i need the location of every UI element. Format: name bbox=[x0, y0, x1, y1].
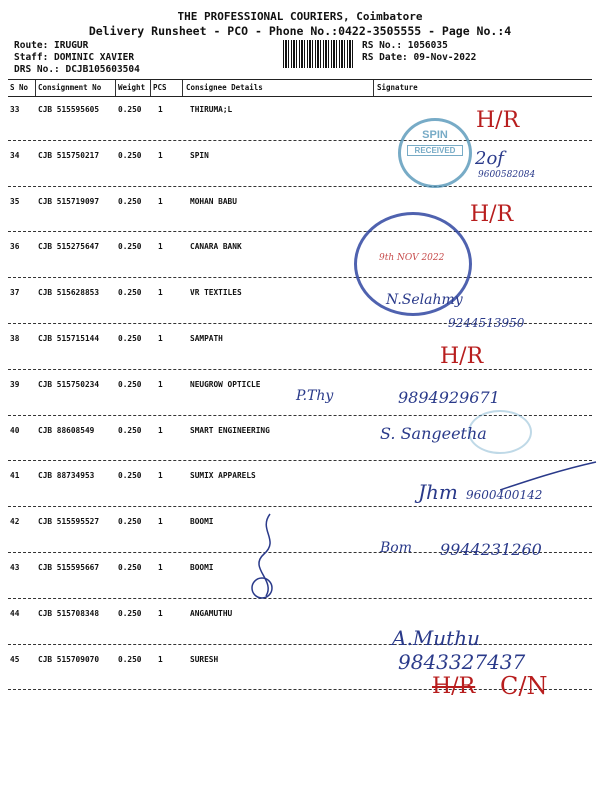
cell-pcs: 1 bbox=[158, 150, 163, 160]
cell-pcs: 1 bbox=[158, 608, 163, 618]
spin-received-stamp bbox=[398, 118, 472, 188]
cell-consignee: BOOMI bbox=[190, 563, 214, 572]
staff-label: Staff: DOMINIC XAVIER bbox=[14, 52, 135, 63]
cn-note-45: C/N bbox=[500, 672, 548, 700]
cell-consignee: CANARA BANK bbox=[190, 242, 242, 252]
row-divider bbox=[8, 277, 592, 278]
cell-consignment-no: CJB 515750234 bbox=[38, 379, 100, 389]
cell-weight: 0.250 bbox=[118, 242, 142, 252]
phone-42: 9944231260 bbox=[440, 540, 542, 559]
cell-pcs: 1 bbox=[158, 654, 163, 664]
cell-sno: 33 bbox=[10, 105, 20, 114]
cell-pcs: 1 bbox=[158, 334, 163, 343]
cell-consignment-no: CJB 515628853 bbox=[38, 288, 100, 298]
cell-pcs: 1 bbox=[158, 563, 163, 572]
phone-34: 9600582084 bbox=[478, 170, 536, 180]
cell-consignment-no: CJB 515595605 bbox=[38, 105, 100, 114]
cell-consignment-no: CJB 515275647 bbox=[38, 242, 100, 252]
row-divider bbox=[8, 140, 592, 141]
cell-sno: 35 bbox=[10, 196, 20, 206]
row-divider bbox=[8, 598, 592, 599]
signature-41: Jhm bbox=[418, 480, 458, 504]
runsheet-subtitle: Delivery Runsheet - PCO - Phone No.:0422-3505555 - Page No.:4 bbox=[88, 24, 512, 38]
cell-pcs: 1 bbox=[158, 196, 163, 206]
cell-weight: 0.250 bbox=[118, 150, 142, 160]
cell-sno: 43 bbox=[10, 563, 20, 572]
cell-sno: 41 bbox=[10, 471, 20, 481]
stamp-spin-text: SPIN bbox=[422, 129, 448, 141]
cell-consignment-no: CJB 88734953 bbox=[38, 471, 95, 481]
cell-sno: 44 bbox=[10, 608, 20, 618]
cell-consignee: SAMPATH bbox=[190, 334, 223, 343]
cell-consignee: ANGAMUTHU bbox=[190, 608, 233, 618]
cell-consignment-no: CJB 515595527 bbox=[38, 517, 100, 527]
cell-consignment-no: CJB 515708348 bbox=[38, 608, 100, 618]
cell-consignment-no: CJB 515750217 bbox=[38, 150, 100, 160]
phone-39: 9894929671 bbox=[398, 388, 500, 407]
cell-consignee: MOHAN BABU bbox=[190, 196, 237, 206]
route-label: Route: IRUGUR bbox=[14, 40, 89, 51]
phone-41: 9600400142 bbox=[466, 488, 543, 502]
cell-pcs: 1 bbox=[158, 105, 163, 114]
cell-consignment-no: CJB 515709070 bbox=[38, 654, 100, 664]
cell-pcs: 1 bbox=[158, 242, 163, 252]
cell-weight: 0.250 bbox=[118, 105, 142, 114]
cell-weight: 0.250 bbox=[118, 471, 142, 481]
col-sno: S No bbox=[10, 83, 29, 92]
cell-consignee: BOOMI bbox=[190, 517, 214, 527]
cell-weight: 0.250 bbox=[118, 425, 142, 435]
drs-number: DRS No.: DCJB105603504 bbox=[14, 64, 140, 75]
col-weight: Weight bbox=[118, 83, 146, 92]
row-divider bbox=[8, 186, 592, 187]
cell-sno: 39 bbox=[10, 379, 20, 389]
cell-consignment-no: CJB 88608549 bbox=[38, 425, 95, 435]
handwritten-hr-35: H/R bbox=[470, 202, 514, 227]
cell-weight: 0.250 bbox=[118, 196, 142, 206]
cell-pcs: 1 bbox=[158, 471, 163, 481]
scribble-marks bbox=[240, 510, 300, 610]
cell-pcs: 1 bbox=[158, 425, 163, 435]
rs-number: RS No.: 1056035 bbox=[362, 40, 448, 51]
company-title: THE PROFESSIONAL COURIERS, Coimbatore bbox=[177, 10, 423, 23]
handwritten-hr-33: H/R bbox=[476, 108, 520, 133]
cell-weight: 0.250 bbox=[118, 608, 142, 618]
cell-consignment-no: CJB 515595667 bbox=[38, 563, 100, 572]
pen-stroke bbox=[500, 460, 600, 500]
cell-consignee: SPIN bbox=[190, 150, 209, 160]
cell-pcs: 1 bbox=[158, 517, 163, 527]
signature-34: 2of bbox=[475, 148, 504, 169]
cell-sno: 45 bbox=[10, 654, 20, 664]
struck-hr-45: H/R bbox=[432, 674, 476, 699]
stamp-received-text: RECEIVED bbox=[407, 145, 463, 156]
cell-weight: 0.250 bbox=[118, 334, 142, 343]
signature-39: P.Thy bbox=[296, 388, 334, 404]
cell-consignee: SMART ENGINEERING bbox=[190, 425, 270, 435]
cell-sno: 42 bbox=[10, 517, 20, 527]
col-consignment: Consignment No bbox=[38, 83, 102, 92]
cell-weight: 0.250 bbox=[118, 288, 142, 298]
col-consignee: Consignee Details bbox=[186, 83, 263, 92]
signature-40: S. Sangeetha bbox=[380, 424, 487, 443]
cell-pcs: 1 bbox=[158, 288, 163, 298]
stamp-date-text: 9th NOV 2022 bbox=[379, 253, 445, 263]
signature-42: Bom bbox=[380, 540, 412, 556]
row-divider bbox=[8, 231, 592, 232]
phone-37: 9244513950 bbox=[448, 316, 525, 330]
cell-sno: 34 bbox=[10, 150, 20, 160]
cell-sno: 36 bbox=[10, 242, 20, 252]
signature-37: N.Selahmy bbox=[386, 292, 463, 308]
cell-consignee: SURESH bbox=[190, 654, 219, 664]
signature-45: A.Muthu bbox=[392, 626, 480, 650]
cell-weight: 0.250 bbox=[118, 563, 142, 572]
cell-weight: 0.250 bbox=[118, 654, 142, 664]
row-divider bbox=[8, 644, 592, 645]
cell-weight: 0.250 bbox=[118, 517, 142, 527]
cell-consignee: NEUGROW OPTICLE bbox=[190, 379, 261, 389]
cell-pcs: 1 bbox=[158, 379, 163, 389]
cell-consignee: THIRUMA;L bbox=[190, 105, 233, 114]
row-divider bbox=[8, 506, 592, 507]
cell-sno: 38 bbox=[10, 334, 20, 343]
phone-45: 9843327437 bbox=[398, 650, 526, 674]
cell-consignment-no: CJB 515715144 bbox=[38, 334, 100, 343]
cell-consignee: VR TEXTILES bbox=[190, 288, 242, 298]
cell-sno: 37 bbox=[10, 288, 20, 298]
cell-consignee: SUMIX APPARELS bbox=[190, 471, 256, 481]
handwritten-hr-38: H/R bbox=[440, 344, 484, 369]
cell-consignment-no: CJB 515719097 bbox=[38, 196, 100, 206]
cell-sno: 40 bbox=[10, 425, 20, 435]
col-pcs: PCS bbox=[153, 83, 167, 92]
row-divider bbox=[8, 369, 592, 370]
cell-weight: 0.250 bbox=[118, 379, 142, 389]
rs-date: RS Date: 09-Nov-2022 bbox=[362, 52, 477, 63]
col-signature: Signature bbox=[377, 83, 418, 92]
